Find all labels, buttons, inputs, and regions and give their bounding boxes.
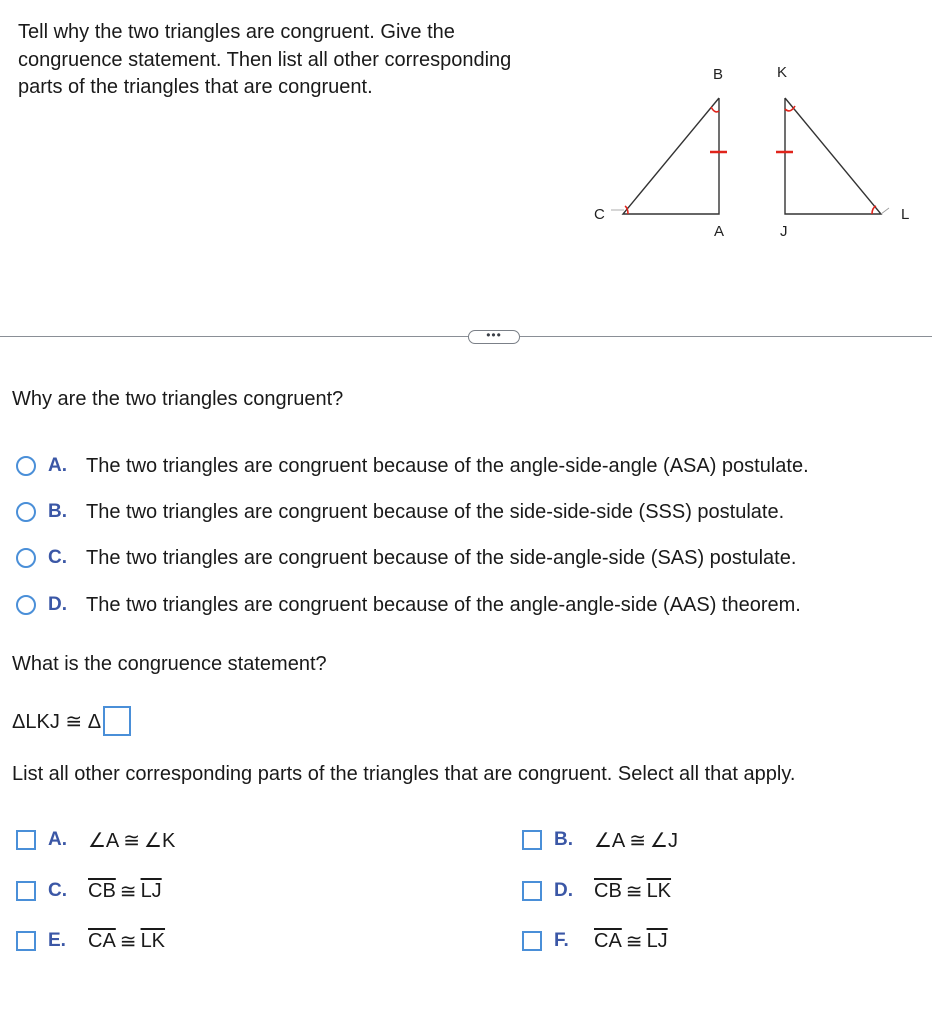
- expand-more-button[interactable]: •••: [468, 330, 520, 344]
- checkbox[interactable]: [16, 830, 36, 850]
- expr-right: $\overline{LJ}$: [140, 879, 162, 902]
- option-expression: [594, 879, 671, 904]
- checkbox[interactable]: [522, 830, 542, 850]
- label-a: A: [714, 223, 725, 240]
- question-2-text: What is the congruence statement?: [12, 653, 327, 675]
- congruent-symbol: ≅: [119, 930, 137, 953]
- triangles-figure: [585, 58, 925, 248]
- option-letter: E.: [48, 930, 66, 951]
- option-letter: B.: [48, 501, 67, 522]
- option-text: The two triangles are congruent because of the angle-side-angle (ASA) postulate.: [86, 454, 809, 477]
- checkbox[interactable]: [522, 931, 542, 951]
- expr-right: ∠K: [144, 829, 176, 852]
- radio-button[interactable]: [16, 595, 36, 615]
- expr-left: $\overline{CA}$: [88, 929, 116, 952]
- option-expression: [88, 929, 165, 954]
- statement-prefix: ΔLKJ ≅ Δ: [12, 710, 102, 733]
- congruence-answer-input[interactable]: [103, 706, 131, 736]
- congruent-symbol: ≅: [625, 880, 643, 903]
- radio-button[interactable]: [16, 456, 36, 476]
- label-b: B: [713, 66, 724, 83]
- expr-right: $\overline{LK}$: [140, 929, 166, 952]
- congruence-statement: [12, 704, 131, 738]
- question-1-text: Why are the two triangles congruent?: [12, 388, 344, 410]
- expr-left: $\overline{CB}$: [594, 879, 622, 902]
- q1-option-c[interactable]: [16, 545, 796, 571]
- q3-option-d[interactable]: [522, 877, 671, 905]
- option-letter: F.: [554, 930, 569, 951]
- checkbox[interactable]: [522, 881, 542, 901]
- option-expression: [88, 828, 175, 853]
- radio-button[interactable]: [16, 502, 36, 522]
- option-letter: D.: [48, 594, 67, 615]
- expr-left: ∠A: [594, 829, 626, 852]
- option-letter: A.: [48, 455, 67, 476]
- angle-arc-b: [711, 107, 719, 112]
- angle-arc-k: [785, 106, 795, 111]
- expr-right: ∠J: [650, 829, 678, 852]
- triangle-kjl: [776, 64, 909, 240]
- q1-option-a[interactable]: [16, 453, 809, 479]
- congruent-symbol: ≅: [123, 829, 141, 852]
- option-letter: D.: [554, 880, 573, 901]
- question-prompt: Tell why the two triangles are congruent. Give the congruence statement. Then list all other corresponding parts of the triangles that are congruent.: [18, 21, 512, 98]
- option-letter: C.: [48, 880, 67, 901]
- expr-left: $\overline{CA}$: [594, 929, 622, 952]
- expr-left: ∠A: [88, 829, 120, 852]
- label-j: J: [780, 223, 788, 240]
- expr-left: $\overline{CB}$: [88, 879, 116, 902]
- option-letter: B.: [554, 829, 573, 850]
- checkbox[interactable]: [16, 931, 36, 951]
- option-letter: A.: [48, 829, 67, 850]
- congruent-symbol: ≅: [629, 829, 647, 852]
- question-3-text: List all other corresponding parts of the triangles that are congruent. Select all that apply.: [12, 763, 796, 785]
- q3-option-e[interactable]: [16, 927, 165, 955]
- radio-button[interactable]: [16, 548, 36, 568]
- option-expression: [594, 828, 678, 853]
- section-divider: [0, 336, 932, 337]
- label-c: C: [594, 206, 605, 223]
- option-expression: [594, 929, 668, 954]
- q1-option-b[interactable]: [16, 499, 784, 525]
- q3-option-a[interactable]: [16, 826, 175, 854]
- expr-right: $\overline{LK}$: [646, 879, 672, 902]
- angle-arc-l: [872, 206, 876, 214]
- label-k: K: [777, 64, 788, 81]
- expr-right: $\overline{LJ}$: [646, 929, 668, 952]
- label-l: L: [901, 206, 910, 223]
- q3-option-c[interactable]: [16, 877, 162, 905]
- q3-option-f[interactable]: [522, 927, 668, 955]
- option-text: The two triangles are congruent because of the side-angle-side (SAS) postulate.: [86, 546, 797, 569]
- option-expression: [88, 879, 162, 904]
- congruent-symbol: ≅: [625, 930, 643, 953]
- option-text: The two triangles are congruent because of the angle-angle-side (AAS) theorem.: [86, 593, 801, 616]
- option-letter: C.: [48, 547, 67, 568]
- checkbox[interactable]: [16, 881, 36, 901]
- q1-option-d[interactable]: [16, 592, 801, 618]
- option-text: The two triangles are congruent because of the side-side-side (SSS) postulate.: [86, 500, 785, 523]
- triangle-cba: [594, 66, 727, 240]
- q3-option-b[interactable]: [522, 826, 678, 854]
- congruent-symbol: ≅: [119, 880, 137, 903]
